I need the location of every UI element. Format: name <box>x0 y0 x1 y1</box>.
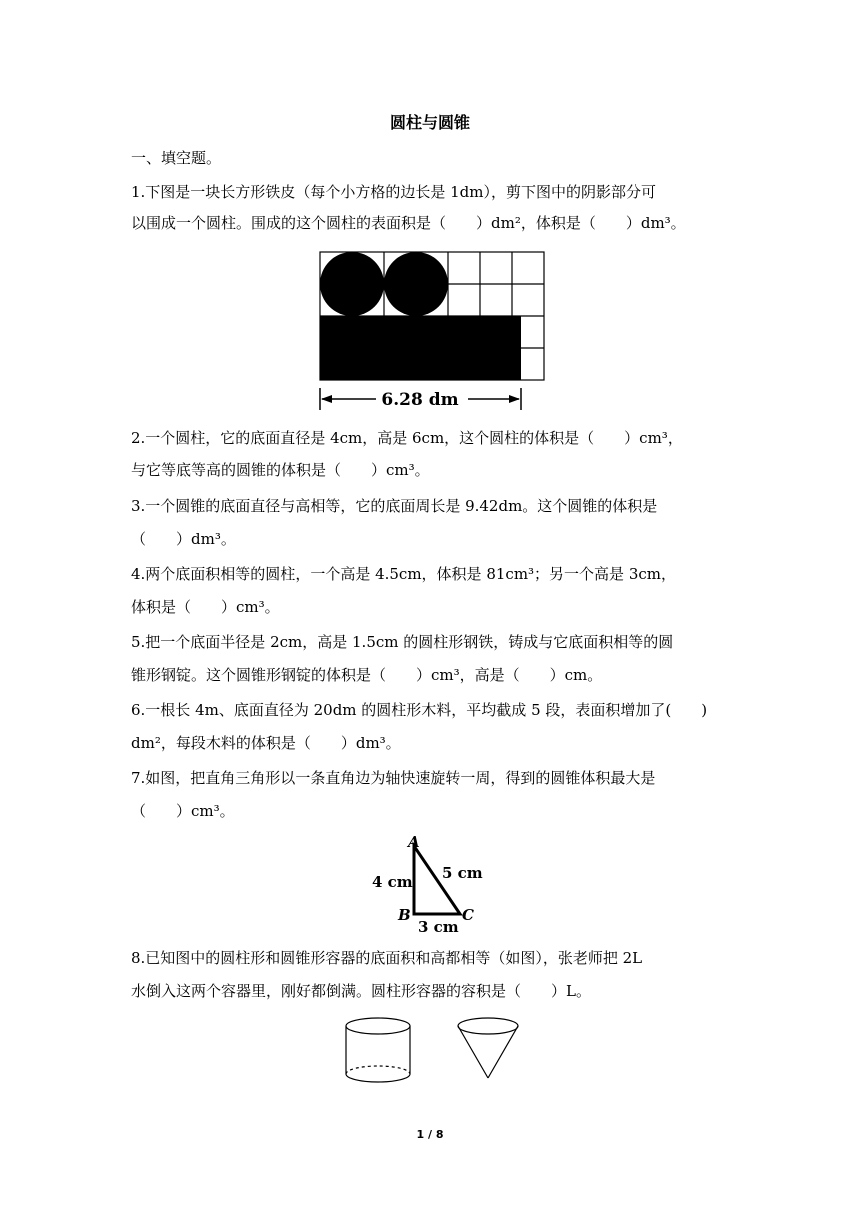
question-2-line-2: 与它等底等高的圆锥的体积是（ ）cm³。 <box>131 461 430 479</box>
side-bc-label: 3 cm <box>418 918 459 936</box>
right-triangle-figure <box>368 832 488 936</box>
question-5-line-1: 5.把一个底面半径是 2cm，高是 1.5cm 的圆柱形钢铁，铸成与它底面积相等的圆 <box>131 633 674 651</box>
shaded-circle-right <box>384 252 448 316</box>
vertex-a-label: A <box>408 833 420 851</box>
question-4-line-1: 4.两个底面积相等的圆柱，一个高是 4.5cm，体积是 81cm³；另一个高是 3cm， <box>131 565 676 583</box>
cone-container <box>458 1018 518 1078</box>
shaded-circle-left <box>320 252 384 316</box>
page-number: 1 / 8 <box>416 1128 444 1141</box>
question-3-line-2: （ ）dm³。 <box>131 530 236 548</box>
vertex-c-label: C <box>462 906 474 924</box>
question-7-line-1: 7.如图，把直角三角形以一条直角边为轴快速旋转一周，得到的圆锥体积最大是 <box>131 769 656 787</box>
question-1-line-2: 以围成一个圆柱。围成的这个圆柱的表面积是（ ）dm²，体积是（ ）dm³。 <box>131 214 686 232</box>
question-2-line-1: 2.一个圆柱，它的底面直径是 4cm，高是 6cm，这个圆柱的体积是（ ）cm³， <box>131 429 683 447</box>
iron-sheet-figure <box>316 248 548 412</box>
question-3-line-1: 3.一个圆锥的底面直径与高相等，它的底面周长是 9.42dm。这个圆锥的体积是 <box>131 497 658 515</box>
vertex-b-label: B <box>398 906 411 924</box>
question-5-line-2: 锥形钢锭。这个圆锥形钢锭的体积是（ ）cm³，高是（ ）cm。 <box>131 666 603 684</box>
section-heading: 一、填空题。 <box>131 149 222 167</box>
question-7-line-2: （ ）cm³。 <box>131 802 235 820</box>
question-6-line-2: dm²，每段木料的体积是（ ）dm³。 <box>131 734 401 752</box>
question-4-line-2: 体积是（ ）cm³。 <box>131 598 280 616</box>
question-1-line-1: 1.下图是一块长方形铁皮（每个小方格的边长是 1dm），剪下图中的阴影部分可 <box>131 183 656 201</box>
question-8-line-2: 水倒入这两个容器里，刚好都倒满。圆柱形容器的容积是（ ）L。 <box>131 982 591 1000</box>
question-8-line-1: 8.已知图中的圆柱形和圆锥形容器的底面积和高都相等（如图），张老师把 2L <box>131 949 643 967</box>
question-6-line-1: 6.一根长 4m、底面直径为 20dm 的圆柱形木料，平均截成 5 段，表面积增加了( ) <box>131 701 708 719</box>
dimension-label: 6.28 dm <box>381 390 459 410</box>
page-title: 圆柱与圆锥 <box>389 113 470 132</box>
side-ac-label: 5 cm <box>442 864 483 882</box>
cylinder-container <box>346 1018 410 1082</box>
side-ab-label: 4 cm <box>372 873 413 891</box>
containers-figure <box>332 1012 520 1090</box>
shaded-rectangle <box>320 316 521 380</box>
